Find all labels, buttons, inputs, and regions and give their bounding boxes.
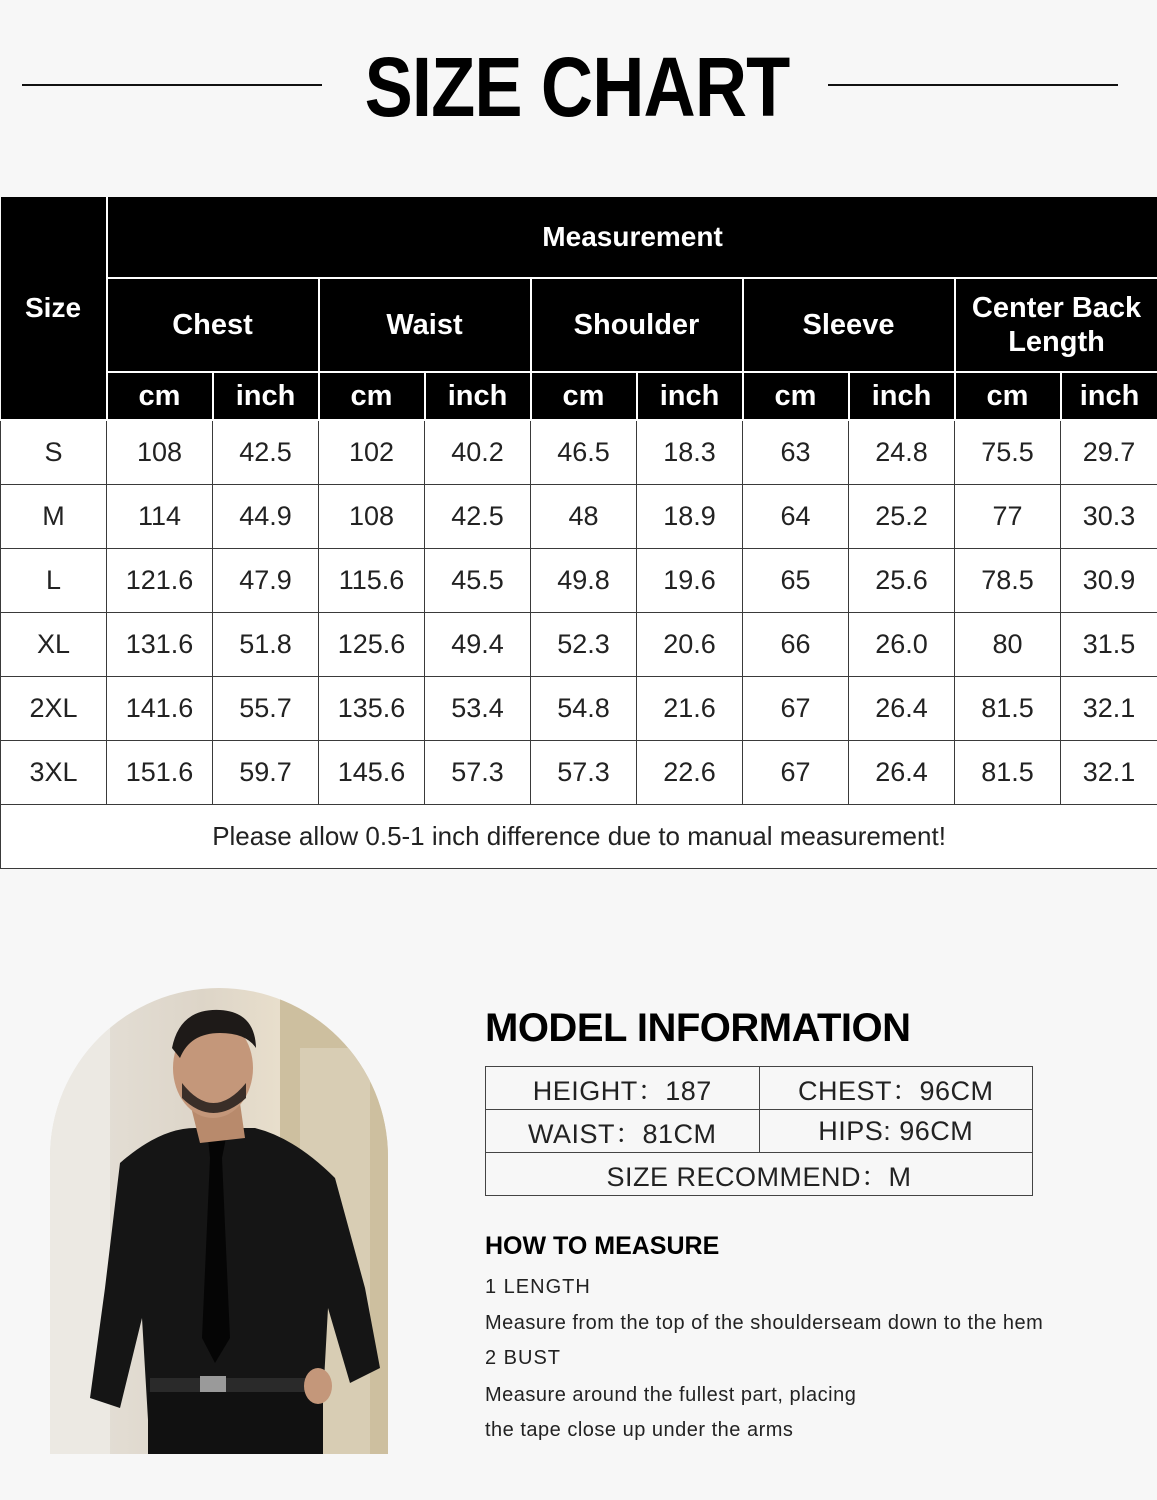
group-header-shoulder: Shoulder <box>531 278 743 372</box>
model-information-table <box>485 1066 1033 1196</box>
unit-header: inch <box>213 372 319 420</box>
size-label: M <box>1 485 107 549</box>
table-cell: 64 <box>743 485 849 549</box>
table-cell: 63 <box>743 420 849 485</box>
unit-header: cm <box>743 372 849 420</box>
size-label: 3XL <box>1 741 107 805</box>
measure-item-bust-heading: 2 BUST <box>485 1347 562 1369</box>
table-cell: 80 <box>955 613 1061 677</box>
table-cell: 29.7 <box>1061 420 1157 485</box>
size-label: L <box>1 549 107 613</box>
table-cell: 115.6 <box>319 549 425 613</box>
page-title: SIZE CHART <box>364 40 790 134</box>
unit-header: cm <box>955 372 1061 420</box>
table-cell: 49.4 <box>425 613 531 677</box>
table-cell: 102 <box>319 420 425 485</box>
table-cell: 81.5 <box>955 677 1061 741</box>
table-cell: 21.6 <box>637 677 743 741</box>
table-cell: 135.6 <box>319 677 425 741</box>
measure-item-bust-text-1: Measure around the fullest part, placing <box>485 1384 857 1406</box>
model-chest: CHEST：96CM <box>759 1067 1033 1110</box>
table-cell: 57.3 <box>531 741 637 805</box>
model-hips: HIPS: 96CM <box>759 1110 1033 1153</box>
title-divider-left <box>22 84 322 86</box>
table-cell: 18.9 <box>637 485 743 549</box>
title-row <box>0 40 1157 135</box>
model-illustration <box>50 988 388 1454</box>
table-row <box>1 741 1157 805</box>
table-cell: 40.2 <box>425 420 531 485</box>
table-cell: 114 <box>107 485 213 549</box>
table-cell: 67 <box>743 741 849 805</box>
unit-header: inch <box>849 372 955 420</box>
table-cell: 81.5 <box>955 741 1061 805</box>
table-row <box>1 485 1157 549</box>
table-cell: 19.6 <box>637 549 743 613</box>
table-cell: 65 <box>743 549 849 613</box>
unit-header: inch <box>1061 372 1157 420</box>
group-header-chest: Chest <box>107 278 319 372</box>
table-cell: 25.2 <box>849 485 955 549</box>
measure-item-bust-text-2: the tape close up under the arms <box>485 1419 794 1441</box>
table-cell: 24.8 <box>849 420 955 485</box>
size-label: XL <box>1 613 107 677</box>
table-cell: 26.4 <box>849 741 955 805</box>
model-waist: WAIST：81CM <box>486 1110 760 1153</box>
table-cell: 26.4 <box>849 677 955 741</box>
table-cell: 49.8 <box>531 549 637 613</box>
table-cell: 75.5 <box>955 420 1061 485</box>
table-row <box>1 677 1157 741</box>
table-cell: 108 <box>107 420 213 485</box>
table-cell: 44.9 <box>213 485 319 549</box>
table-cell: 22.6 <box>637 741 743 805</box>
table-cell: 32.1 <box>1061 741 1157 805</box>
table-cell: 30.9 <box>1061 549 1157 613</box>
table-cell: 48 <box>531 485 637 549</box>
size-label: S <box>1 420 107 485</box>
table-cell: 121.6 <box>107 549 213 613</box>
table-cell: 45.5 <box>425 549 531 613</box>
size-column-header: Size <box>1 197 107 420</box>
table-cell: 51.8 <box>213 613 319 677</box>
table-cell: 46.5 <box>531 420 637 485</box>
measure-item-length-heading: 1 LENGTH <box>485 1276 591 1298</box>
table-cell: 55.7 <box>213 677 319 741</box>
table-row <box>1 420 1157 485</box>
measurement-header: Measurement <box>107 197 1157 278</box>
how-to-measure-title: HOW TO MEASURE <box>485 1232 720 1260</box>
table-cell: 53.4 <box>425 677 531 741</box>
table-cell: 52.3 <box>531 613 637 677</box>
size-label: 2XL <box>1 677 107 741</box>
model-height: HEIGHT：187 <box>486 1067 760 1110</box>
table-cell: 26.0 <box>849 613 955 677</box>
group-header-waist: Waist <box>319 278 531 372</box>
table-cell: 32.1 <box>1061 677 1157 741</box>
table-cell: 77 <box>955 485 1061 549</box>
unit-header: inch <box>637 372 743 420</box>
table-cell: 145.6 <box>319 741 425 805</box>
table-cell: 78.5 <box>955 549 1061 613</box>
measure-item-length-text: Measure from the top of the shoulderseam down to the hem <box>485 1312 1044 1334</box>
measurement-note: Please allow 0.5-1 inch difference due to manual measurement! <box>1 805 1157 869</box>
model-photo <box>50 988 388 1454</box>
table-row <box>1 549 1157 613</box>
table-cell: 66 <box>743 613 849 677</box>
table-cell: 131.6 <box>107 613 213 677</box>
table-cell: 18.3 <box>637 420 743 485</box>
table-cell: 125.6 <box>319 613 425 677</box>
table-cell: 59.7 <box>213 741 319 805</box>
table-cell: 42.5 <box>213 420 319 485</box>
table-row <box>1 613 1157 677</box>
model-information-title: MODEL INFORMATION <box>485 1006 911 1050</box>
table-cell: 54.8 <box>531 677 637 741</box>
unit-header: cm <box>107 372 213 420</box>
table-cell: 141.6 <box>107 677 213 741</box>
table-cell: 31.5 <box>1061 613 1157 677</box>
unit-header: inch <box>425 372 531 420</box>
unit-header: cm <box>531 372 637 420</box>
table-cell: 25.6 <box>849 549 955 613</box>
table-cell: 108 <box>319 485 425 549</box>
title-divider-right <box>828 84 1118 86</box>
group-header-sleeve: Sleeve <box>743 278 955 372</box>
model-size-recommend: SIZE RECOMMEND：M <box>486 1153 1033 1196</box>
table-cell: 47.9 <box>213 549 319 613</box>
table-cell: 20.6 <box>637 613 743 677</box>
unit-header: cm <box>319 372 425 420</box>
table-cell: 151.6 <box>107 741 213 805</box>
table-cell: 57.3 <box>425 741 531 805</box>
group-header-center-back-length: Center Back Length <box>955 278 1157 372</box>
table-cell: 30.3 <box>1061 485 1157 549</box>
table-cell: 42.5 <box>425 485 531 549</box>
table-cell: 67 <box>743 677 849 741</box>
size-chart-table <box>0 197 1157 869</box>
